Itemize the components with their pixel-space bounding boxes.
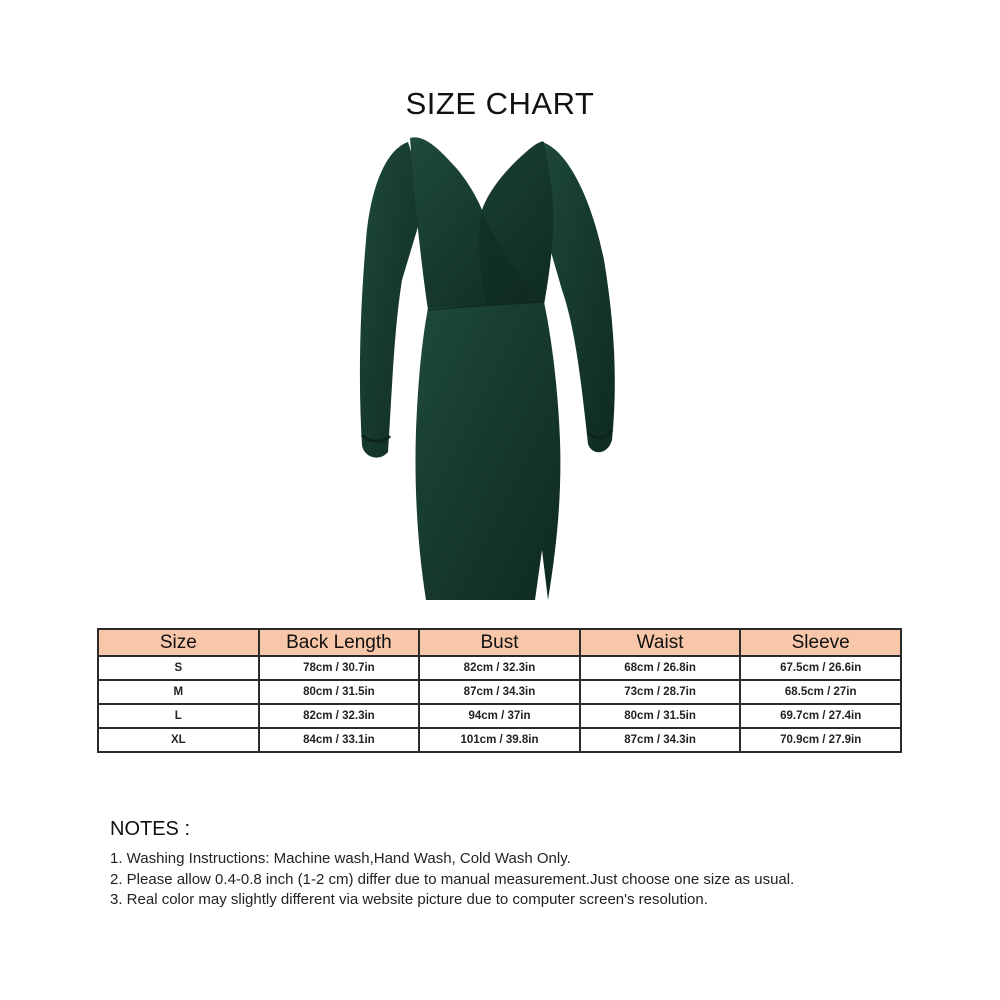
notes-list <box>110 849 910 911</box>
note-item-measurement: 2. Please allow 0.4-0.8 inch (1-2 cm) differ due to manual measurement.Just choose one size as usual. <box>110 870 795 888</box>
table-cell: 80cm / 31.5in <box>259 680 420 704</box>
table-cell: M <box>98 680 259 704</box>
notes-heading: NOTES : <box>110 818 191 840</box>
table-cell: 101cm / 39.8in <box>419 728 580 752</box>
table-cell: S <box>98 656 259 680</box>
table-cell: 80cm / 31.5in <box>580 704 741 728</box>
column-header-waist: Waist <box>580 629 741 656</box>
table-row <box>98 680 901 704</box>
table-cell: 94cm / 37in <box>419 704 580 728</box>
table-cell: 68.5cm / 27in <box>740 680 901 704</box>
table-cell: 67.5cm / 26.6in <box>740 656 901 680</box>
table-cell: XL <box>98 728 259 752</box>
table-row <box>98 728 901 752</box>
table-cell: 73cm / 28.7in <box>580 680 741 704</box>
table-cell: 87cm / 34.3in <box>419 680 580 704</box>
table-row <box>98 704 901 728</box>
table-cell: 78cm / 30.7in <box>259 656 420 680</box>
table-cell: 84cm / 33.1in <box>259 728 420 752</box>
column-header-back-length: Back Length <box>259 629 420 656</box>
table-cell: 69.7cm / 27.4in <box>740 704 901 728</box>
table-cell: 82cm / 32.3in <box>259 704 420 728</box>
notes-section <box>110 818 910 911</box>
table-cell: L <box>98 704 259 728</box>
note-item-washing: 1. Washing Instructions: Machine wash,Hand Wash, Cold Wash Only. <box>110 850 571 867</box>
size-chart-table <box>97 628 902 753</box>
table-cell: 70.9cm / 27.9in <box>740 728 901 752</box>
page-title: SIZE CHART <box>405 86 595 121</box>
dress-image <box>330 130 650 610</box>
table-cell: 68cm / 26.8in <box>580 656 741 680</box>
column-header-size: Size <box>98 629 259 656</box>
note-item-color: 3. Real color may slightly different via website picture due to computer screen's resolution. <box>110 891 708 908</box>
table-cell: 82cm / 32.3in <box>419 656 580 680</box>
table-row <box>98 656 901 680</box>
table-cell: 87cm / 34.3in <box>580 728 741 752</box>
column-header-sleeve: Sleeve <box>740 629 901 656</box>
table-header-row <box>98 629 901 656</box>
column-header-bust: Bust <box>419 629 580 656</box>
